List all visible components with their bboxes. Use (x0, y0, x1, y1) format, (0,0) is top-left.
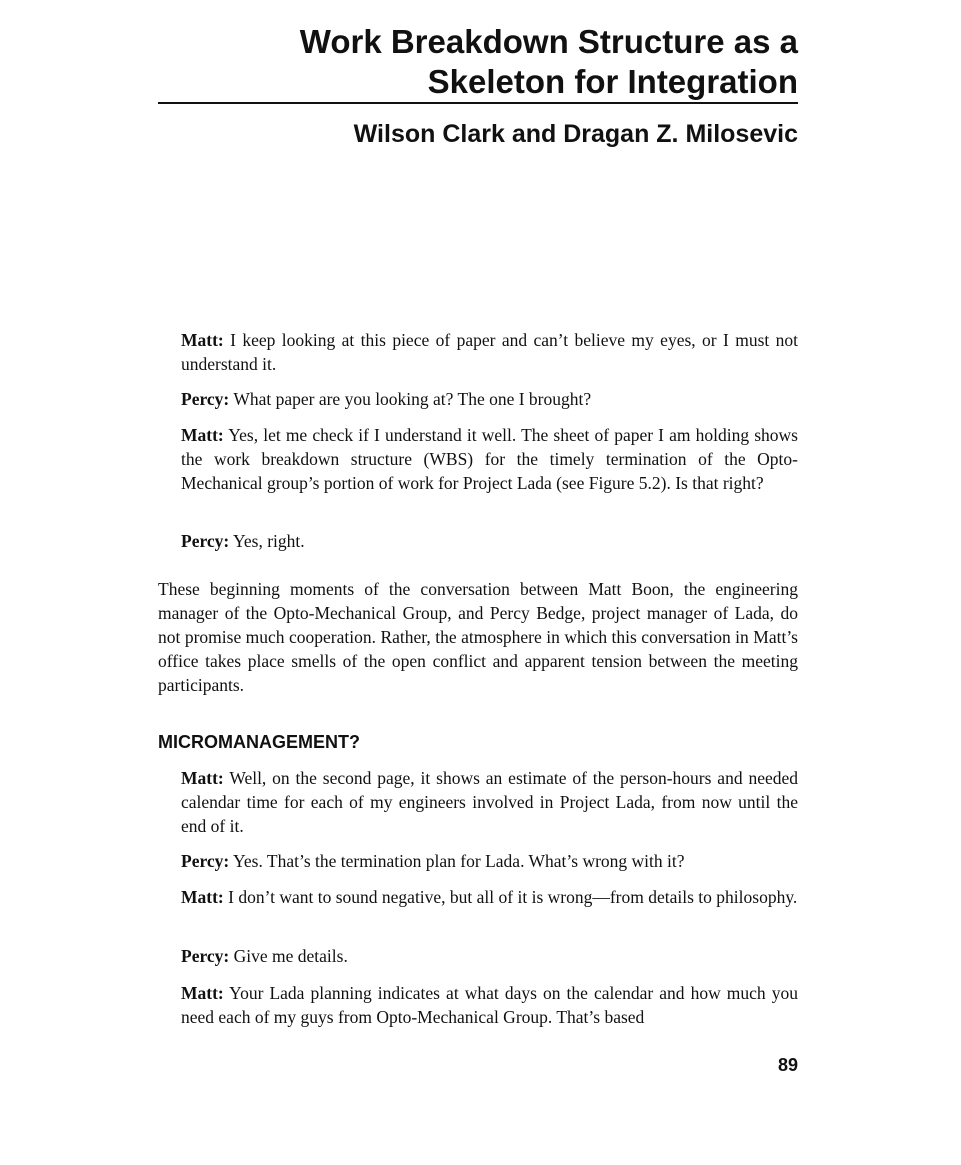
dialogue-line (181, 423, 798, 495)
dialogue-line (181, 387, 798, 411)
dialogue-text: Yes, right. (229, 531, 305, 551)
speaker-name: Matt: (181, 887, 224, 907)
narrative-paragraph: These beginning moments of the conversation between Matt Boon, the engineering manager of the Opto-Mechanical Group, and Percy Bedge, project manager of Lada, do not promise much cooperation. Rather, the atmosphere in which this conversation in Matt’s office takes place smells of the open conflict and apparent tension between the meeting participants. (158, 579, 798, 695)
speaker-name: Percy: (181, 851, 230, 871)
title-rule (158, 102, 798, 104)
chapter-title-line-1: Work Breakdown Structure as a (299, 23, 798, 60)
chapter-authors: Wilson Clark and Dragan Z. Milosevic (353, 120, 798, 148)
speaker-name: Percy: (181, 946, 230, 966)
chapter-title-line-2: Skeleton for Integration (427, 63, 798, 100)
speaker-name: Matt: (181, 768, 224, 788)
speaker-name: Matt: (181, 983, 224, 1003)
page-number: 89 (777, 1055, 798, 1075)
dialogue-text: What paper are you looking at? The one I brought? (229, 389, 592, 409)
dialogue-text: I don’t want to sound negative, but all of it is wrong—from details to philosophy. (223, 887, 798, 907)
dialogue-line (181, 885, 798, 909)
speaker-name: Percy: (181, 389, 230, 409)
dialogue-line (181, 529, 798, 553)
dialogue-text: I keep looking at this piece of paper and can’t believe my eyes, or I must not understand it. (181, 330, 798, 374)
dialogue-line (181, 849, 798, 873)
speaker-name: Matt: (181, 425, 224, 445)
dialogue-text: Give me details. (229, 946, 348, 966)
dialogue-line (181, 944, 798, 968)
dialogue-text: Yes, let me check if I understand it well. The sheet of paper I am holding shows the work breakdown structure (WBS) for the timely termination of the Opto-Mechanical group’s portion of work for Project Lada (see Figure 5.2). Is that right? (181, 425, 798, 493)
chapter-title (158, 22, 798, 102)
section-heading: MICROMANAGEMENT? (158, 732, 360, 752)
dialogue-text: Well, on the second page, it shows an estimate of the person-hours and needed calendar time for each of my engineers involved in Project Lada, from now until the end of it. (181, 768, 798, 836)
speaker-name: Percy: (181, 531, 230, 551)
dialogue-text: Your Lada planning indicates at what days on the calendar and how much you need each of my guys from Opto-Mechanical Group. That’s based (181, 983, 798, 1027)
speaker-name: Matt: (181, 330, 224, 350)
dialogue-text: Yes. That’s the termination plan for Lada. What’s wrong with it? (229, 851, 685, 871)
dialogue-line (181, 766, 798, 838)
dialogue-line (181, 328, 798, 376)
dialogue-line (181, 981, 798, 1029)
